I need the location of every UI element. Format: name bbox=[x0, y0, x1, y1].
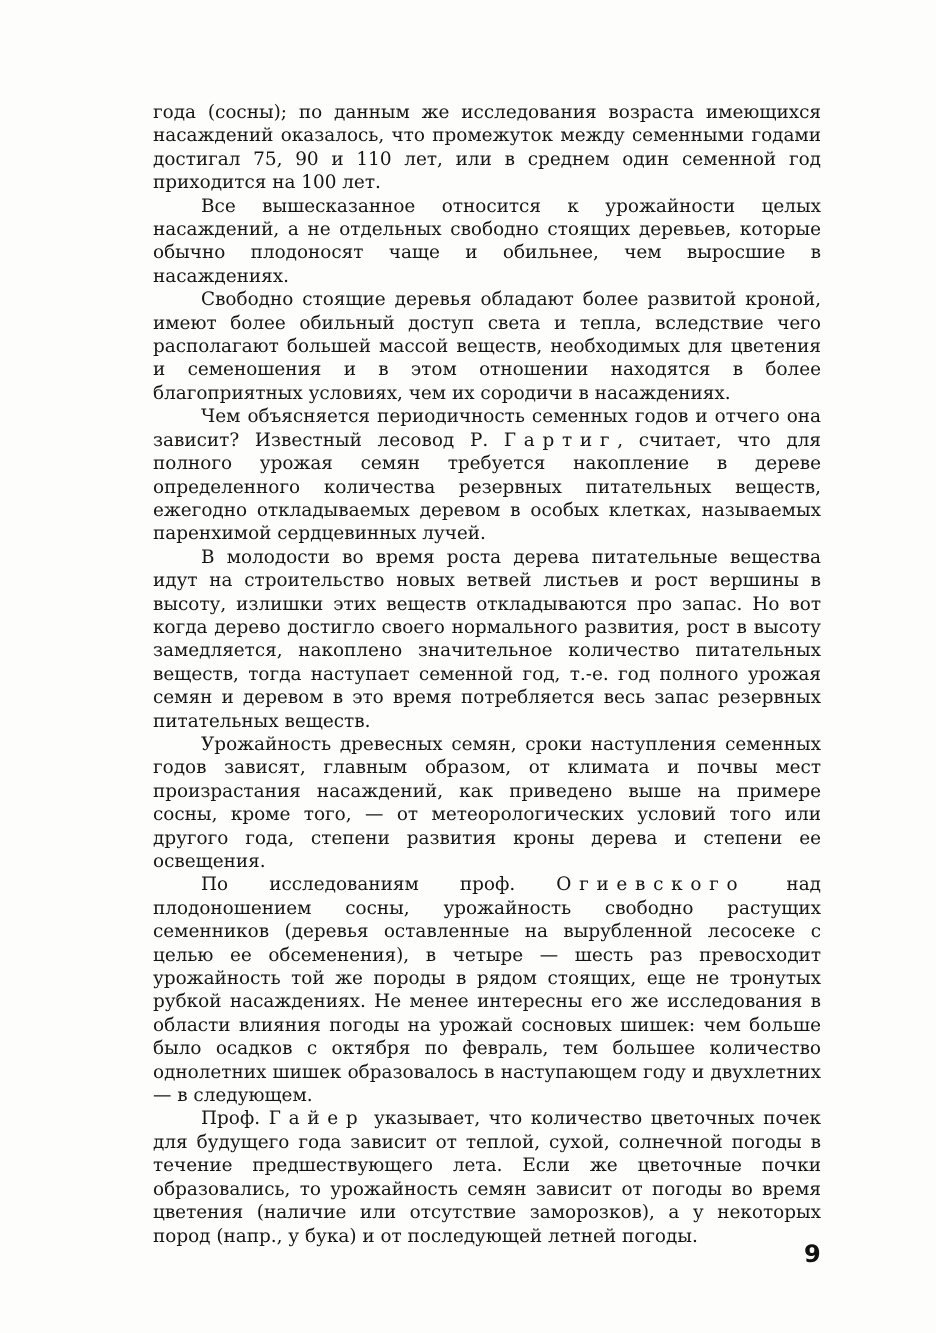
paragraph-6: Урожайность древесных семян, сроки наступления семенных годов зависят, главным образом, от климата и почвы мест произрастания насаждений, как приведено выше на примере сосны, кроме того, — от метеорологических условий того или другого года, степени развития кроны дерева и степени ее освещения. bbox=[153, 733, 821, 872]
paragraph-2: Все вышесказанное относится к урожайности целых насаждений, а не отдельных свободно стоящих деревьев, которые обычно плодоносят чаще и обильнее, чем выросшие в насаждениях. bbox=[153, 195, 821, 287]
paragraph-4 bbox=[153, 405, 821, 545]
paragraph-8-text-after: указывает, что количество цветочных почек для будущего года зависит от теплой, сухой, солнечной погоды в течение предшествующего лета. Если же цветочные почки образовались, то урожайность семян зависит от погоды во время цветения (наличие или отсутствие заморозков), а у некоторых пород (напр., у бука) и от последующей летней погоды. bbox=[153, 1108, 821, 1247]
author-name-gartig: Гартиг bbox=[503, 429, 618, 451]
paragraph-3: Свободно стоящие деревья обладают более развитой кроной, имеют более обильный доступ света и тепла, вследствие чего располагают большей массой веществ, необходимых для цветения и семеношения и в этом отношении находятся в более благоприятных условиях, чем их сородичи в насаждениях. bbox=[153, 289, 821, 404]
paragraph-8-text-before: Проф. bbox=[201, 1108, 269, 1130]
author-name-ogievsky: Огиевского bbox=[556, 874, 746, 896]
paragraph-7 bbox=[153, 873, 821, 1107]
author-name-gayer: Гайер bbox=[268, 1108, 366, 1130]
paragraph-7-text-before: По исследованиям проф. bbox=[201, 874, 557, 896]
paragraph-1: года (сосны); по данным же исследования возраста имеющихся насаждений оказалось, что промежуток между семенными годами достигал 75, 90 и 110 лет, или в среднем один семенной год приходится на 100 лет. bbox=[153, 102, 821, 194]
paragraph-8 bbox=[153, 1107, 821, 1247]
paragraph-7-text-after: над плодоношением сосны, урожайность свободно растущих семенников (деревья оставленные на вырубленной лесосеке с целью ее обсеменения), в четыре — шесть раз превосходит урожайность той же породы в рядом стоящих, еще не тронутых рубкой насаждениях. Не менее интересны его же исследования в области влияния погоды на урожай сосновых шишек: чем больше было осадков с октября по февраль, тем большее количество однолетних шишек образовалось в наступающем году и двухлетних — в следующем. bbox=[153, 874, 821, 1107]
page-number: 9 bbox=[804, 1240, 821, 1268]
paragraph-5: В молодости во время роста дерева питательные вещества идут на строительство новых ветвей листьев и рост вершины в высоту, излишки этих веществ откладываются про запас. Но вот когда дерево достигло своего нормального развития, рост в высоту замедляется, накоплено значительное количество питательных веществ, тогда наступает семенной год, т.-е. год полного урожая семян и деревом в это время потребляется весь запас резервных питательных веществ. bbox=[153, 546, 821, 732]
paragraph-4-text-before: Чем объясняется периодичность семенных годов и отчего она зависит? Известный лесовод Р. bbox=[153, 406, 821, 451]
paragraph-4-text-after: , считает, что для полного урожая семян требуется накопление в дереве определенного количества резервных питательных веществ, ежегодно откладываемых деревом в особых клетках, называемых паренхимой сердцевинных лучей. bbox=[153, 429, 822, 545]
body-text bbox=[153, 101, 821, 1248]
